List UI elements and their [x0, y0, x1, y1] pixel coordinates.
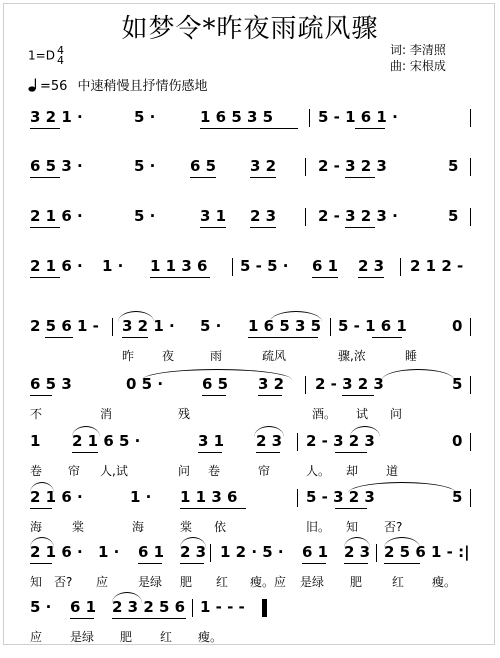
note-group: 0	[452, 317, 463, 335]
bar-line	[330, 318, 331, 336]
lyric: 骤,浓	[338, 349, 366, 363]
credits	[390, 42, 446, 74]
note-group: 3 1	[200, 207, 227, 225]
note-group: 6 5 3 ·	[30, 157, 83, 175]
note-group: 2 1 2 -	[410, 257, 464, 275]
note-group: 2 - 3 2 3	[306, 432, 375, 450]
note-group: 5	[452, 488, 463, 506]
note-group: 5 ·	[134, 207, 156, 225]
note-group: 5 - 5 ·	[240, 257, 289, 275]
lyric: 瘦。	[432, 575, 457, 589]
note-group: 2 1 6 ·	[30, 543, 83, 561]
note-group: 6 1	[302, 543, 329, 561]
bar-line	[305, 158, 306, 176]
lyric: 人,试	[100, 464, 128, 478]
note-group: 1 ·	[130, 488, 152, 506]
lyric: 瘦。应	[250, 575, 287, 589]
lyric: 瘦。	[198, 630, 223, 644]
note-group: 2 3 2 5 6	[112, 598, 186, 616]
note-group: 2 3	[256, 432, 283, 450]
bar-line	[470, 109, 471, 127]
note-group: 6 5 3	[30, 375, 72, 393]
score-row-6	[0, 375, 500, 435]
lyric: 疏风	[262, 349, 287, 363]
bar-line	[470, 489, 471, 507]
lyric: 知	[346, 520, 359, 534]
quarter-note-icon	[28, 78, 38, 92]
lyric: 酒。	[312, 407, 337, 421]
note-group: 3 2	[250, 157, 277, 175]
note-group: 6 5	[202, 375, 229, 393]
lyricist-credit: 词: 李清照	[390, 43, 446, 57]
bar-line	[305, 376, 306, 394]
note-group: 5 ·	[134, 157, 156, 175]
lyric: 否?	[54, 575, 73, 589]
bar-line	[232, 258, 233, 276]
lyric: 否?	[384, 520, 403, 534]
note-group: 2 - 3 2 3	[315, 375, 384, 393]
note-group: 3 2 1 ·	[30, 108, 83, 126]
lyric: 棠	[180, 520, 193, 534]
bar-line	[309, 109, 310, 127]
lyric: 是绿	[138, 575, 163, 589]
note-group: 2 3	[180, 543, 207, 561]
lyric: 雨	[210, 349, 223, 363]
note-group: 6 1	[312, 257, 339, 275]
time-signature-denominator: 4	[56, 54, 64, 67]
lyric: 肥	[180, 575, 193, 589]
song-title: 如梦令*昨夜雨疏风骤	[121, 14, 379, 44]
note-group: 2 5 6 1 -	[30, 317, 99, 335]
lyric: 肥	[350, 575, 363, 589]
note-group: 1	[30, 432, 41, 450]
lyric: 棠	[72, 520, 85, 534]
note-group: 5	[448, 207, 459, 225]
note-group: 0	[452, 432, 463, 450]
note-group: 3 2	[258, 375, 285, 393]
lyric: 试	[356, 407, 369, 421]
note-group: 6 5	[190, 157, 217, 175]
lyric: 不	[30, 407, 43, 421]
final-bar-line	[262, 599, 267, 617]
bar-line	[470, 158, 471, 176]
note-group: 5	[452, 375, 463, 393]
note-group: 5 ·	[200, 317, 222, 335]
score-row-9	[0, 543, 500, 603]
note-group: 2 1 6 ·	[30, 257, 83, 275]
note-group: 1 - - -	[200, 598, 245, 616]
note-group: 1 1 3 6	[180, 488, 238, 506]
lyric: 残	[178, 407, 191, 421]
score-row-5	[0, 317, 500, 377]
note-group: 5 ·	[30, 598, 52, 616]
score-row-4	[0, 257, 500, 317]
lyric: 卷	[30, 464, 43, 478]
key-signature	[28, 46, 64, 66]
note-group: 6 1	[138, 543, 165, 561]
composer-credit: 曲: 宋根成	[390, 59, 446, 73]
note-group: 5 - 1 6 1 ·	[318, 108, 398, 126]
note-group: 2 - 3 2 3	[318, 157, 387, 175]
note-group: 2 1 6 5 ·	[72, 432, 141, 450]
note-group: 3 2 1 ·	[122, 317, 175, 335]
bar-line	[470, 318, 471, 336]
score-row-8	[0, 488, 500, 548]
lyric: 依	[214, 520, 227, 534]
note-group: 2 3	[344, 543, 371, 561]
note-group: 2 3	[358, 257, 385, 275]
lyric: 知	[30, 575, 43, 589]
lyric: 夜	[162, 349, 175, 363]
score-row-10	[0, 598, 500, 658]
note-group: 0 5 ·	[126, 375, 164, 393]
bar-line	[305, 208, 306, 226]
lyric: 睡	[405, 349, 418, 363]
lyric: 海	[132, 520, 145, 534]
lyric: 应	[30, 630, 43, 644]
note-group: 3 1	[198, 432, 225, 450]
lyric: 却	[346, 464, 359, 478]
note-group: 2 1 6 ·	[30, 207, 83, 225]
note-group: 2 5 6 1 - :|	[384, 543, 470, 561]
lyric: 是绿	[70, 630, 95, 644]
bar-line	[297, 489, 298, 507]
lyric: 红	[392, 575, 405, 589]
lyric: 卷	[208, 464, 221, 478]
note-group: 1 6 5 3 5	[200, 108, 274, 126]
bar-line	[400, 258, 401, 276]
bar-line	[376, 544, 377, 562]
note-group: 2 - 3 2 3 ·	[318, 207, 398, 225]
lyric: 问	[178, 464, 191, 478]
time-signature-numerator: 4	[56, 44, 64, 57]
tempo-description: 中速稍慢且抒情伤感地	[77, 79, 208, 94]
tempo-value: =56	[40, 79, 68, 94]
bar-line	[297, 433, 298, 451]
lyric: 人。	[306, 464, 331, 478]
note-group: 6 1	[70, 598, 97, 616]
note-group: 5 - 3 2 3	[306, 488, 375, 506]
bar-line	[112, 318, 113, 336]
note-group: 2 1 6 ·	[30, 488, 83, 506]
lyric: 红	[216, 575, 229, 589]
bar-line	[470, 376, 471, 394]
note-group: 1 ·	[98, 543, 120, 561]
lyric: 问	[390, 407, 403, 421]
lyric: 昨	[122, 349, 135, 363]
note-group: 1 1 3 6	[150, 257, 208, 275]
note-group: 1 6 5 3 5	[248, 317, 322, 335]
note-group: 1 ·	[102, 257, 124, 275]
lyric: 帘	[258, 464, 271, 478]
bar-line	[470, 208, 471, 226]
lyric: 是绿	[300, 575, 325, 589]
lyric: 应	[96, 575, 109, 589]
lyric: 肥	[120, 630, 133, 644]
bar-line	[210, 544, 211, 562]
note-group: 5 - 1 6 1	[338, 317, 407, 335]
note-group: 5	[448, 157, 459, 175]
lyric: 红	[160, 630, 173, 644]
lyric: 道	[386, 464, 399, 478]
lyric: 消	[100, 407, 113, 421]
bar-line	[470, 433, 471, 451]
note-group: 1 2 · 5 ·	[220, 543, 284, 561]
lyric: 旧。	[306, 520, 331, 534]
tempo-marking	[28, 75, 207, 94]
time-signature	[57, 46, 64, 66]
note-group: 5 ·	[134, 108, 156, 126]
key-label: 1=D	[28, 48, 55, 63]
lyric: 海	[30, 520, 43, 534]
lyric: 帘	[68, 464, 81, 478]
note-group: 2 3	[250, 207, 277, 225]
bar-line	[192, 599, 193, 617]
